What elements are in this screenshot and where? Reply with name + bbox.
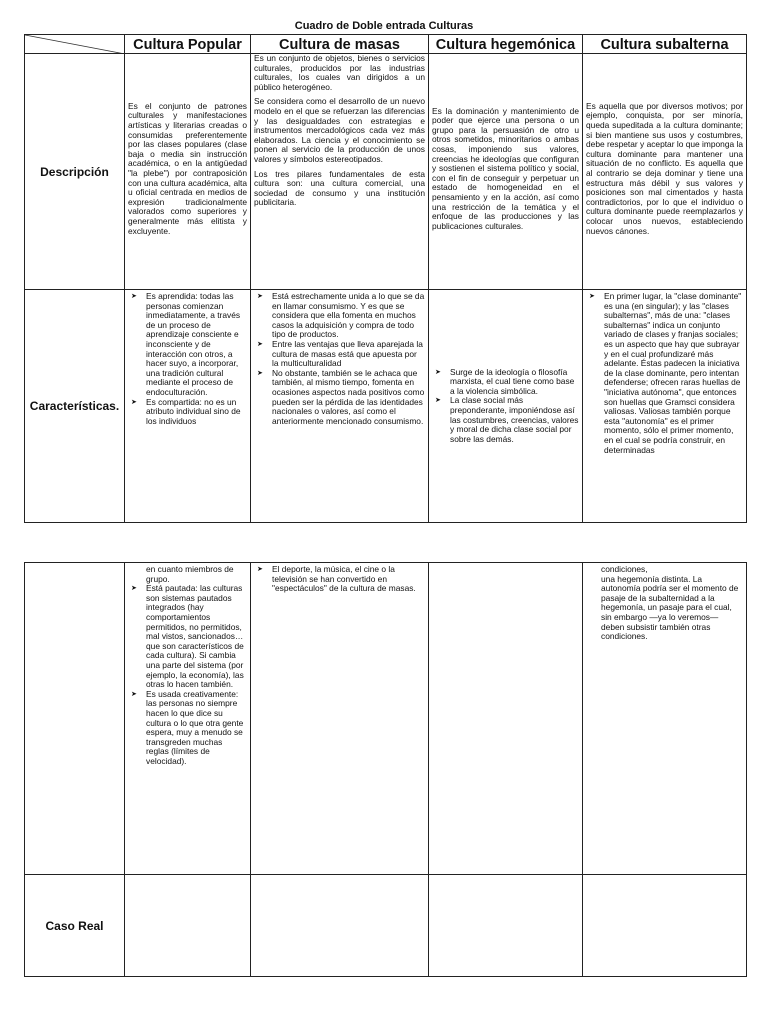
list-item: ➤ Entre las ventajas que lleva aparejada la cultura de masas está que apuesta por la multiculturalidad <box>257 338 423 369</box>
culture-table-page-2 <box>24 562 747 977</box>
descripcion-popular <box>125 54 251 290</box>
arrowhead-bullet-icon: ➤ <box>131 690 137 698</box>
list-item: ➤ La clase social más preponderante, imponiéndose así las costumbres, creencias, valores y moral de dicha clase social por sobre las demás. <box>435 395 579 444</box>
arrowhead-bullet-icon: ➤ <box>131 293 137 300</box>
descripcion-subalterna <box>583 54 747 290</box>
descripcion-subalterna-text: Es aquella que por diversos motivos; por ejemplo, conquista, por ser minoría, queda supeditada a la cultura dominante; si bien mantiene sus usos y costumbres, debe respetar y aceptar lo que imponga la cultura dominante para mantener una situación de no conflicto. Es aquella que al contrario se deja dominar y tiene una estructura más débil y sus valores y posiciones son mal cimentados y hasta contradictorios, por lo que el individuo o cultura dominante puede reemplazarlos y colocar unos nuevos, estableciendo nuevos cánones. <box>586 100 743 236</box>
arrowhead-bullet-icon: ➤ <box>589 293 595 300</box>
arrowhead-bullet-icon: ➤ <box>257 566 263 573</box>
list-item: ➤ Surge de la ideología o filosofía marxista, el cual tiene como base a la violencia simbólica. <box>435 366 575 396</box>
continuacion-popular <box>125 563 251 875</box>
continuacion-popular-intro: en cuanto miembros de grupo. <box>146 564 234 584</box>
arrowhead-bullet-icon: ➤ <box>131 398 137 406</box>
continuacion-popular-list <box>128 584 247 766</box>
row-label-descripcion: Descripción <box>25 54 125 290</box>
descripcion-hegemonica <box>429 54 583 290</box>
corner-cell <box>25 35 125 54</box>
header-cultura-hegemonica: Cultura hegemónica <box>429 35 583 54</box>
continuacion-hegemonica <box>429 563 583 875</box>
caracteristicas-masas <box>251 290 429 523</box>
list-item: ➤ No obstante, también se le achaca que también, al mismo tiempo, fomenta en ocasiones aspectos nada positivos como pueden ser la pérdida de las identidades nacionales o valores, así como el anteriormente mencionado consumismo. <box>257 367 425 426</box>
culture-table-page-1 <box>24 34 747 523</box>
descripcion-popular-text: Es el conjunto de patrones culturales y manifestaciones artísticas y literarias creadas o consumidas preferentemente por las clases populares (clase baja o media sin instrucción académica, o en la antigüedad "la plebe") por contraposición con una cultura académica, alta u oficial centrada en medios de expresión tradicionalmente valorados como superiores y generalmente más elitista y excluyente. <box>128 100 247 236</box>
arrowhead-bullet-icon: ➤ <box>257 340 263 348</box>
continuacion-subalterna <box>583 563 747 875</box>
caracteristicas-hegemonica-list <box>432 368 579 445</box>
arrowhead-bullet-icon: ➤ <box>257 293 263 300</box>
header-cultura-de-masas: Cultura de masas <box>251 35 429 54</box>
descripcion-masas-p1: Es un conjunto de objetos, bienes o servicios culturales, producidos por las industrias culturales, los cuales van dirigidos a un público heterogéneo. <box>254 53 425 92</box>
descripcion-masas-p2: Se considera como el desarrollo de un nuevo modelo en el que se refuerzan las diferencias y las desigualdades con estrategias e instrumentos mercadológicos cada vez más elaborados. La ciencia y el conocimiento se ponen al servicio de la producción de unos valores y símbolos estereotipados. <box>254 96 425 164</box>
list-item: ➤ El deporte, la música, el cine o la televisión se han convertido en "espectáculos" de la cultura de masas. <box>257 564 416 594</box>
arrowhead-bullet-icon: ➤ <box>435 368 441 376</box>
caracteristicas-popular <box>125 290 251 523</box>
arrowhead-bullet-icon: ➤ <box>435 397 441 405</box>
descripcion-hegemonica-text: Es la dominación y mantenimiento de poder que ejerce una persona o un grupo para la persuasión de otro u otros sometidos, minoritarios o ambas cosas, imponiendo sus valores, creencias he ideologías que configuran y sostienen el sistema político y social, con el fin de conseguir y perpetuar un estado de homogeneidad en el pensamiento y en la acción, así como una restricción de la temática y el enfoque de las producciones y las publicaciones culturales. <box>432 105 579 231</box>
caracteristicas-subalterna <box>583 290 747 523</box>
descripcion-masas-p3: Los tres pilares fundamentales de esta cultura son: una cultura comercial, una sociedad de consumo y una institución publicitaria. <box>254 168 425 208</box>
continuacion-masas-list <box>254 565 425 594</box>
caso-real-subalterna <box>583 875 747 977</box>
caracteristicas-subalterna-list <box>586 292 743 455</box>
document-title: Cuadro de Doble entrada Culturas <box>294 20 474 32</box>
continuacion-subalterna-line2: una hegemonía distinta. La autonomía podría ser el momento de pasaje de la subalternidad a la hegemonía, un pasaje para el cual, sin embargo —ya lo veremos— deben subsistir también otras condiciones. <box>601 573 739 642</box>
caso-real-popular <box>125 875 251 977</box>
continuacion-masas <box>251 563 429 875</box>
caso-real-hegemonica <box>429 875 583 977</box>
list-item: ➤ En primer lugar, la "clase dominante" es una (en singular); y las "clases subalternas", más de una: "clases subalternas" indica un conjunto variado de clases y franjas sociales; es un aspecto que hay que subrayar y en el cual profundizaré más adelante. Éstas padecen la iniciativa de la clase dominante, pero intentan defenderse; ofrecen raras huellas de "iniciativa autónoma", que entonces son huellas que Gramsci considera valiosas. Valiosas también porque esta "autonomía" es el primer momento, sólo el primer momento, en el cual se podría construir, en determinadas <box>589 291 742 455</box>
caracteristicas-popular-list <box>128 292 247 426</box>
caso-real-masas <box>251 875 429 977</box>
arrowhead-bullet-icon: ➤ <box>257 369 263 377</box>
arrowhead-bullet-icon: ➤ <box>131 585 137 593</box>
diagonal-line <box>25 35 125 54</box>
caracteristicas-masas-list <box>254 292 425 426</box>
list-item: ➤ Es compartida: no es un atributo individual sino de los individuos <box>131 396 241 426</box>
row-label-caso-real: Caso Real <box>25 875 125 977</box>
caracteristicas-hegemonica <box>429 290 583 523</box>
header-cultura-popular: Cultura Popular <box>125 35 251 54</box>
header-cultura-subalterna: Cultura subalterna <box>583 35 747 54</box>
list-item: ➤ Está pautada: las culturas son sistemas pautados integrados (hay comportamientos permitidos, no permitidos, mal vistos, sancionados… que son característicos de cada cultura). Si cambia una parte del sistema (por ejemplo, la economía), las otras lo hacen también. <box>131 583 244 690</box>
continuation-label-cell <box>25 563 125 875</box>
list-item: ➤ Está estrechamente unida a lo que se da en llamar consumismo. Y es que se considera que ella fomenta en muchos casos la adquisición y compra de todo tipo de productos. <box>257 291 425 340</box>
descripcion-masas <box>251 54 429 290</box>
list-item: ➤ Es usada creativamente: las personas no siempre hacen lo que dice su cultura o lo que otra gente espera, muy a menudo se transgreden muchas reglas (límites de velocidad). <box>131 688 244 766</box>
list-item: ➤ Es aprendida: todas las personas comienzan inmediatamente, a través de un proceso de aprendizaje consciente e inconsciente y de interacción con otros, a hacer suyo, a incorporar, una tradición cultural mediante el proceso de endoculturación. <box>131 291 241 397</box>
row-label-caracteristicas: Características. <box>25 290 125 523</box>
continuacion-subalterna-line1: condiciones, <box>601 564 648 574</box>
